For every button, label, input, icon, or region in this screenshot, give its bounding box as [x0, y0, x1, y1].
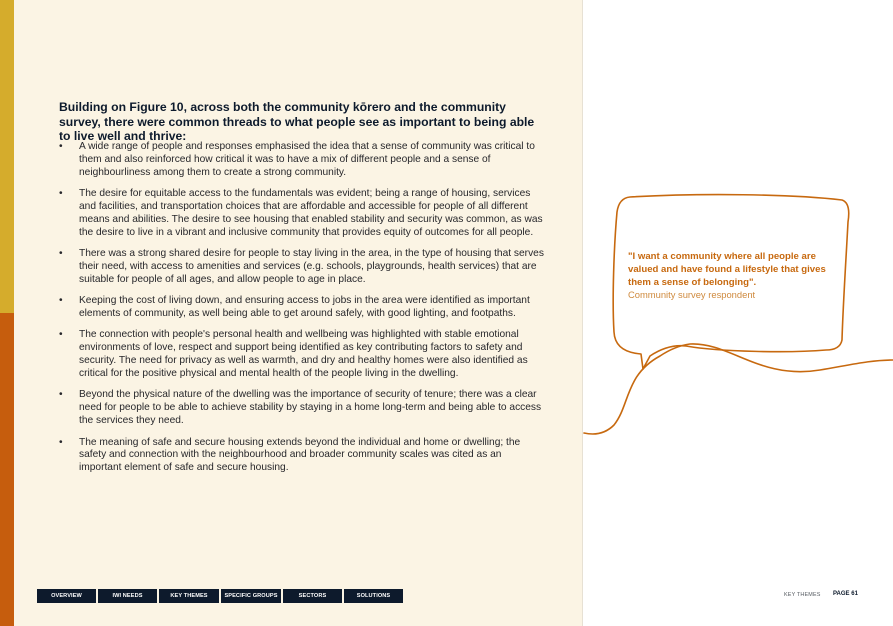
bullet-item: • The connection with people's personal health and wellbeing was highlighted with stable emotional environments of love, respect and support being identified as key contributing factors to safety and security. The need for privacy as well as warmth, and dry and healthy homes were also identified as critical for the positive physical and mental health of the people living in the dwelling. [59, 329, 544, 381]
bullet-item: • The desire for equitable access to the fundamentals was evident; being a range of housing, services and facilities, and transportation choices that are affordable and accessible for people of all different means and abilities. The desire to see housing that enabled stability and security was common, as was the desire to live in a vibrant and inclusive community that provides equity of outcomes for all people. [59, 188, 544, 240]
footer-page-number: PAGE 61 [833, 591, 858, 597]
bullet-item: • A wide range of people and responses emphasised the idea that a sense of community was critical to them and also reinforced how critical it was to have a mix of different people and a sense of neighbourliness among them to create a strong community. [59, 141, 544, 180]
nav-iwi-needs-button[interactable]: IWI NEEDS [98, 589, 157, 603]
nav-solutions-button[interactable]: SOLUTIONS [344, 589, 403, 603]
nav-sectors-button[interactable]: SECTORS [283, 589, 342, 603]
bullet-item: • Keeping the cost of living down, and ensuring access to jobs in the area were identified as important elements of community, as well being able to get around safely, with good lighting, and footpaths. [59, 295, 544, 321]
bullet-item: • There was a strong shared desire for people to stay living in the area, in the type of housing that serves their need, with access to amenities and services (e.g. schools, playgrounds, health services) that are suitable for people of all ages, and allow people to age in place. [59, 248, 544, 287]
footer-section-label: KEY THEMES [784, 592, 821, 598]
bullet-item: • The meaning of safe and secure housing extends beyond the individual and home or dwelling; the safety and connection with the neighbourhood and broader community scales was cited as an important element of safe and secure housing. [59, 437, 544, 476]
bullet-item: • Beyond the physical nature of the dwelling was the importance of security of tenure; there was a clear need for people to be able to achieve stability by staying in a home long-term and being able to access the services they need. [59, 389, 544, 428]
nav-overview-button[interactable]: OVERVIEW [37, 589, 96, 603]
nav-key-themes-button[interactable]: KEY THEMES [159, 589, 219, 603]
nav-specific-groups-button[interactable]: SPECIFIC GROUPS [221, 589, 281, 603]
intro-heading: Building on Figure 10, across both the community kōrero and the community survey, there were common threads to what people see as important to being able to live well and thrive: [59, 100, 535, 143]
quote-attribution: Community survey respondent [628, 289, 756, 300]
quote-text: "I want a community where all people are valued and have found a lifestyle that gives them a sense of belonging". [628, 251, 826, 288]
